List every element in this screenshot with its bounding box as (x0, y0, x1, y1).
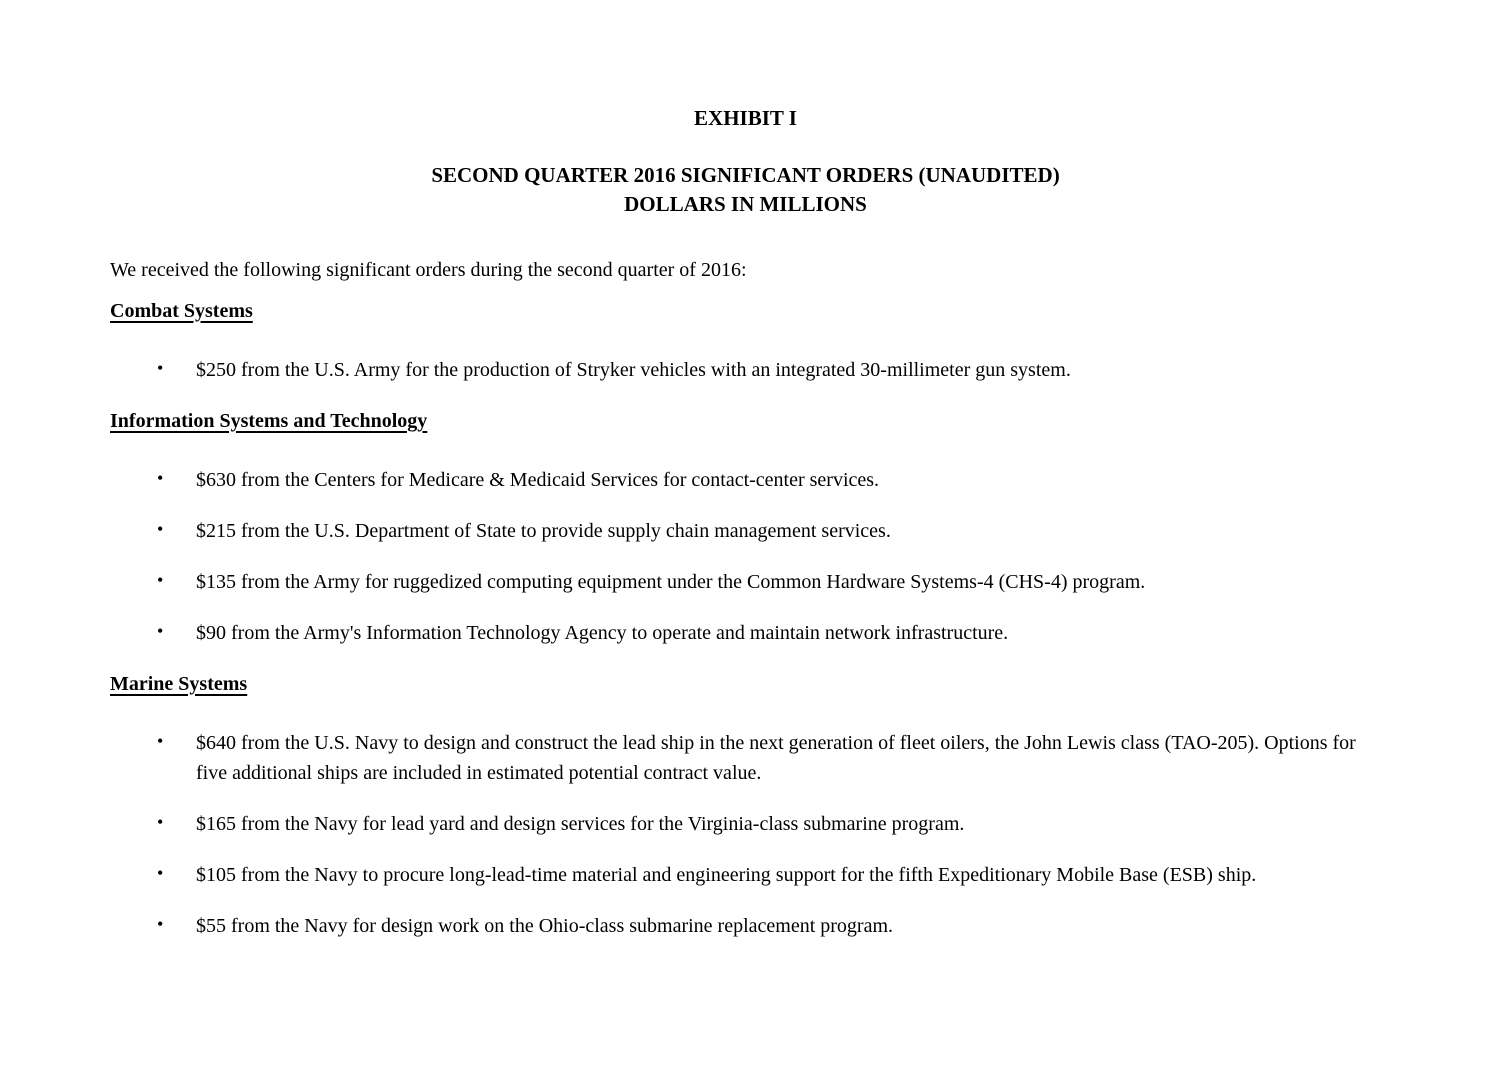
bullet-text: $135 from the Army for ruggedized computing equipment under the Common Hardware Systems-4 (CHS-4) program. (196, 570, 1146, 593)
bullet-icon: • (157, 620, 164, 641)
document-subtitle-line2: DOLLARS IN MILLIONS (624, 191, 867, 216)
bullet-icon: • (157, 913, 164, 934)
bullet-icon: • (157, 811, 164, 832)
bullet-icon: • (157, 569, 164, 590)
bullet-icon: • (157, 467, 164, 488)
bullet-item-marine-2 (110, 809, 1381, 839)
section-heading-text: Marine Systems (110, 672, 248, 695)
bullet-text: $630 from the Centers for Medicare & Medicaid Services for contact-center services. (196, 468, 880, 491)
section-heading-marine-systems (110, 669, 1381, 699)
section-heading-text: Information Systems and Technology (110, 409, 428, 432)
bullet-icon: • (157, 357, 164, 378)
bullet-icon: • (157, 518, 164, 539)
bullet-icon: • (157, 730, 164, 751)
bullet-item-ist-1 (110, 465, 1381, 495)
bullet-item-ist-2 (110, 516, 1381, 546)
bullet-text: $55 from the Navy for design work on the Ohio-class submarine replacement program. (196, 914, 894, 937)
intro-paragraph: We received the following significant orders during the second quarter of 2016: (110, 258, 747, 281)
bullet-icon: • (157, 862, 164, 883)
bullet-item-combat-1 (110, 355, 1381, 385)
bullet-text: $640 from the U.S. Navy to design and construct the lead ship in the next generation of fleet oilers, the John Lewis class (TAO-205). Options for five additional ships are included in estimated potential contract value. (196, 731, 1356, 784)
exhibit-title: EXHIBIT I (694, 106, 797, 130)
bullet-text: $215 from the U.S. Department of State to provide supply chain management services. (196, 519, 891, 542)
bullet-item-marine-3 (110, 860, 1381, 890)
section-heading-combat-systems (110, 296, 1381, 326)
bullet-item-marine-1 (110, 728, 1381, 788)
bullet-text: $165 from the Navy for lead yard and design services for the Virginia-class submarine program. (196, 812, 965, 835)
bullet-item-ist-4 (110, 618, 1381, 648)
document-subtitle-line1: SECOND QUARTER 2016 SIGNIFICANT ORDERS (UNAUDITED) (431, 162, 1060, 187)
bullet-item-ist-3 (110, 567, 1381, 597)
section-heading-text: Combat Systems (110, 299, 253, 322)
bullet-text: $105 from the Navy to procure long-lead-time material and engineering support for the fifth Expeditionary Mobile Base (ESB) ship. (196, 863, 1257, 886)
bullet-item-marine-4 (110, 911, 1381, 941)
bullet-text: $250 from the U.S. Army for the production of Stryker vehicles with an integrated 30-millimeter gun system. (196, 358, 1071, 381)
bullet-text: $90 from the Army's Information Technology Agency to operate and maintain network infrastructure. (196, 621, 1009, 644)
title-block (110, 103, 1381, 219)
section-heading-information-systems (110, 406, 1381, 436)
